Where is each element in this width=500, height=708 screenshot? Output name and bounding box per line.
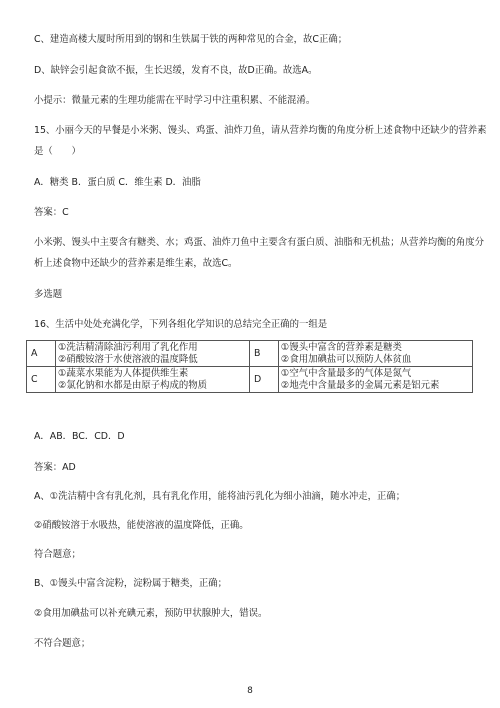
explanation-line: A、①洗洁精中含有乳化剂，具有乳化作用，能将油污乳化为细小油滴，随水冲走，正确；	[34, 491, 406, 502]
option-statement: ①空气中含量最多的气体是氮气	[280, 368, 412, 379]
option-statement: ②食用加碘盐可以预防人体贫血	[280, 353, 412, 365]
option-statement: ①洗洁精清除油污利用了乳化作用	[57, 342, 198, 353]
text-line: C、建造高楼大厦时所用到的钢和生铁属于铁的两种常见的合金，故C正确；	[34, 34, 348, 45]
options-table	[26, 340, 473, 393]
explanation-line: 符合题意；	[34, 549, 81, 560]
question-15-options: A．糖类 B．蛋白质 C．维生素 D．油脂	[34, 177, 201, 188]
explanation-line: ②食用加碘盐可以补充碘元素，预防甲状腺肿大，错误。	[34, 608, 268, 619]
option-content	[55, 341, 249, 367]
section-heading: 多选题	[34, 289, 63, 300]
table-row	[27, 341, 473, 367]
page-number: 8	[247, 686, 253, 696]
option-statement: ①馒头中富含的营养素是糖类	[280, 342, 402, 353]
explanation-line: ②硝酸铵溶于水吸热，能使溶液的温度降低，正确。	[34, 520, 249, 531]
option-statement: ②地壳中含量最多的金属元素是铝元素	[280, 379, 440, 391]
option-statement: ①蔬菜水果能为人体提供维生素	[57, 368, 189, 379]
explanation-line: 不符合题意；	[34, 638, 91, 649]
option-label: B	[249, 341, 278, 367]
question-16-options: A．AB．BC．CD．D	[34, 431, 125, 442]
question-15-stem: 15、小丽今天的早餐是小米粥、馒头、鸡蛋、油炸刀鱼，请从营养均衡的角度分析上述食物中还缺少的营养素	[34, 125, 487, 136]
option-statement: ②硝酸铵溶于水使溶液的温度降低	[57, 353, 198, 365]
answer-15: 答案：C	[34, 207, 69, 218]
table-row	[27, 367, 473, 393]
question-16-stem: 16、生活中处处充满化学，下列各组化学知识的总结完全正确的一组是	[34, 319, 328, 330]
option-label: A	[27, 341, 56, 367]
option-content	[278, 367, 472, 393]
tip-line: 小提示：微量元素的生理功能需在平时学习中注重积累、不能混淆。	[34, 95, 316, 106]
explanation-line: B、①馒头中富含淀粉，淀粉属于糖类，正确；	[34, 578, 227, 589]
option-content	[278, 341, 472, 367]
explanation-line: 析上述食物中还缺少的营养素是维生素，故选C。	[34, 258, 238, 269]
answer-16: 答案：AD	[34, 462, 76, 473]
option-content	[55, 367, 249, 393]
question-15-stem-cont: 是（ ）	[34, 146, 81, 157]
option-label: D	[249, 367, 278, 393]
option-label: C	[27, 367, 56, 393]
text-line: D、缺锌会引起食欲不振，生长迟缓，发育不良，故D正确。故选A。	[34, 65, 318, 76]
explanation-line: 小米粥、馒头中主要含有糖类、水；鸡蛋、油炸刀鱼中主要含有蛋白质、油脂和无机盐；从营养均衡的角度分	[34, 237, 485, 248]
option-statement: ②氯化钠和水都是由原子构成的物质	[57, 379, 207, 391]
